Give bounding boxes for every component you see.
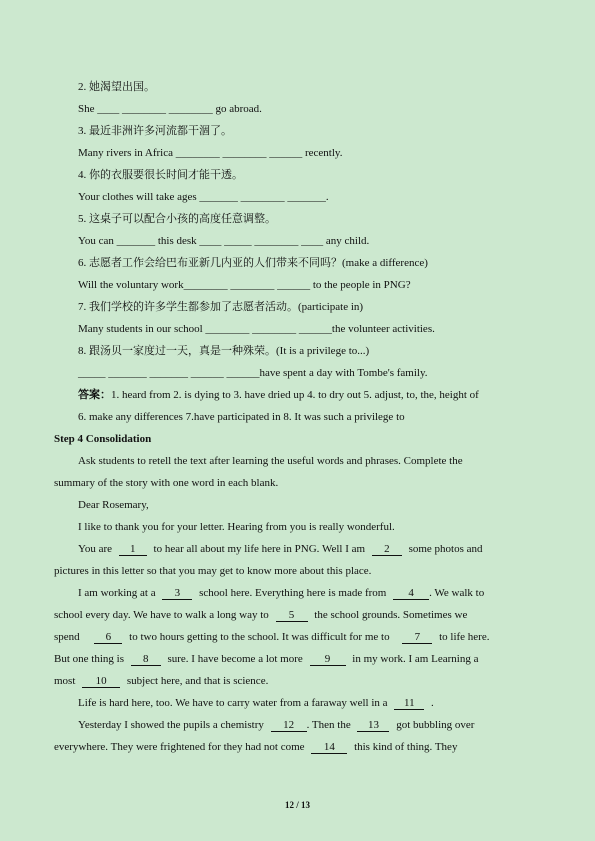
blank-4: 4 <box>393 588 429 600</box>
letter-line-1: You are 1 to hear all about my life here in PNG. Well I am 2 some photos and <box>78 543 483 555</box>
letter-line-8: Life is hard here, too. We have to carry water from a faraway well in a 11 . <box>78 697 434 709</box>
blank-8: 8 <box>131 654 161 666</box>
blank-14: 14 <box>311 742 347 754</box>
blank-13: 13 <box>357 720 389 732</box>
letter-line-5: spend 6 to two hours getting to the school. It was difficult for me to 7 to life here. <box>54 631 490 643</box>
letter-line-7: most 10 subject here, and that is science. <box>54 675 269 687</box>
answers-text-1: 1. heard from 2. is dying to 3. have dried up 4. to dry out 5. adjust, to, the, height of <box>111 389 479 401</box>
question-6-cn: 6. 志愿者工作会给巴布亚新几内亚的人们带来不同吗？(make a difference) <box>78 257 428 269</box>
section-heading: Step 4 Consolidation <box>54 433 152 445</box>
blank-2: 2 <box>372 544 402 556</box>
blank-5: 5 <box>276 610 308 622</box>
blank-9: 9 <box>310 654 346 666</box>
answers-line-2: 6. make any differences 7.have participated in 8. It was such a privilege to <box>78 411 405 423</box>
question-6-en: Will the voluntary work________ ________ ______ to the people in PNG? <box>78 279 411 291</box>
question-2-cn: 2. 她渴望出国。 <box>78 81 155 93</box>
letter-line-6: But one thing is 8 sure. I have become a lot more 9 in my work. I am Learning a <box>54 653 479 665</box>
blank-10: 10 <box>82 676 120 688</box>
letter-line-9: Yesterday I showed the pupils a chemistry 12 . Then the 13 got bubbling over <box>78 719 475 731</box>
question-5-en: You can _______ this desk ____ _____ ________ ____ any child. <box>78 235 370 247</box>
blank-12: 12 <box>271 720 307 732</box>
letter-line-10: everywhere. They were frightened for they had not come 14 this kind of thing. They <box>54 741 458 753</box>
letter-line-3: I am working at a 3 school here. Everything here is made from 4 . We walk to <box>78 587 485 599</box>
question-2-en: She ____ ________ ________ go abroad. <box>78 103 262 115</box>
question-8-cn: 8. 跟汤贝一家度过一天，真是一种殊荣。(It is a privilege to...) <box>78 345 370 357</box>
blank-7: 7 <box>402 632 432 644</box>
blank-6: 6 <box>94 632 122 644</box>
question-4-cn: 4. 你的衣服要很长时间才能干透。 <box>78 169 243 181</box>
question-3-cn: 3. 最近非洲许多河流都干涸了。 <box>78 125 232 137</box>
answers-line-1 <box>78 388 479 402</box>
blank-3: 3 <box>162 588 192 600</box>
letter-paragraph-1: I like to thank you for your letter. Hearing from you is really wonderful. <box>78 521 395 533</box>
instruction-line-1: Ask students to retell the text after learning the useful words and phrases. Complete the <box>78 455 463 467</box>
letter-greeting: Dear Rosemary, <box>78 499 149 511</box>
letter-line-4: school every day. We have to walk a long way to 5 the school grounds. Sometimes we <box>54 609 468 621</box>
blank-11: 11 <box>394 698 424 710</box>
page-number: 12 / 13 <box>284 800 310 810</box>
instruction-line-2: summary of the story with one word in each blank. <box>54 477 279 489</box>
blank-1: 1 <box>119 544 147 556</box>
question-5-cn: 5. 这桌子可以配合小孩的高度任意调整。 <box>78 213 276 225</box>
letter-line-2: pictures in this letter so that you may get to know more about this place. <box>54 565 372 577</box>
question-4-en: Your clothes will take ages _______ ________ _______. <box>78 191 329 203</box>
question-3-en: Many rivers in Africa ________ ________ ______ recently. <box>78 147 343 159</box>
question-7-cn: 7. 我们学校的许多学生都参加了志愿者活动。(participate in) <box>78 301 364 313</box>
question-7-en: Many students in our school ________ ________ ______the volunteer activities. <box>78 323 435 335</box>
answers-label: 答案： <box>78 389 111 401</box>
question-8-en: _____ _______ _______ ______ ______have spent a day with Tombe's family. <box>78 367 428 379</box>
